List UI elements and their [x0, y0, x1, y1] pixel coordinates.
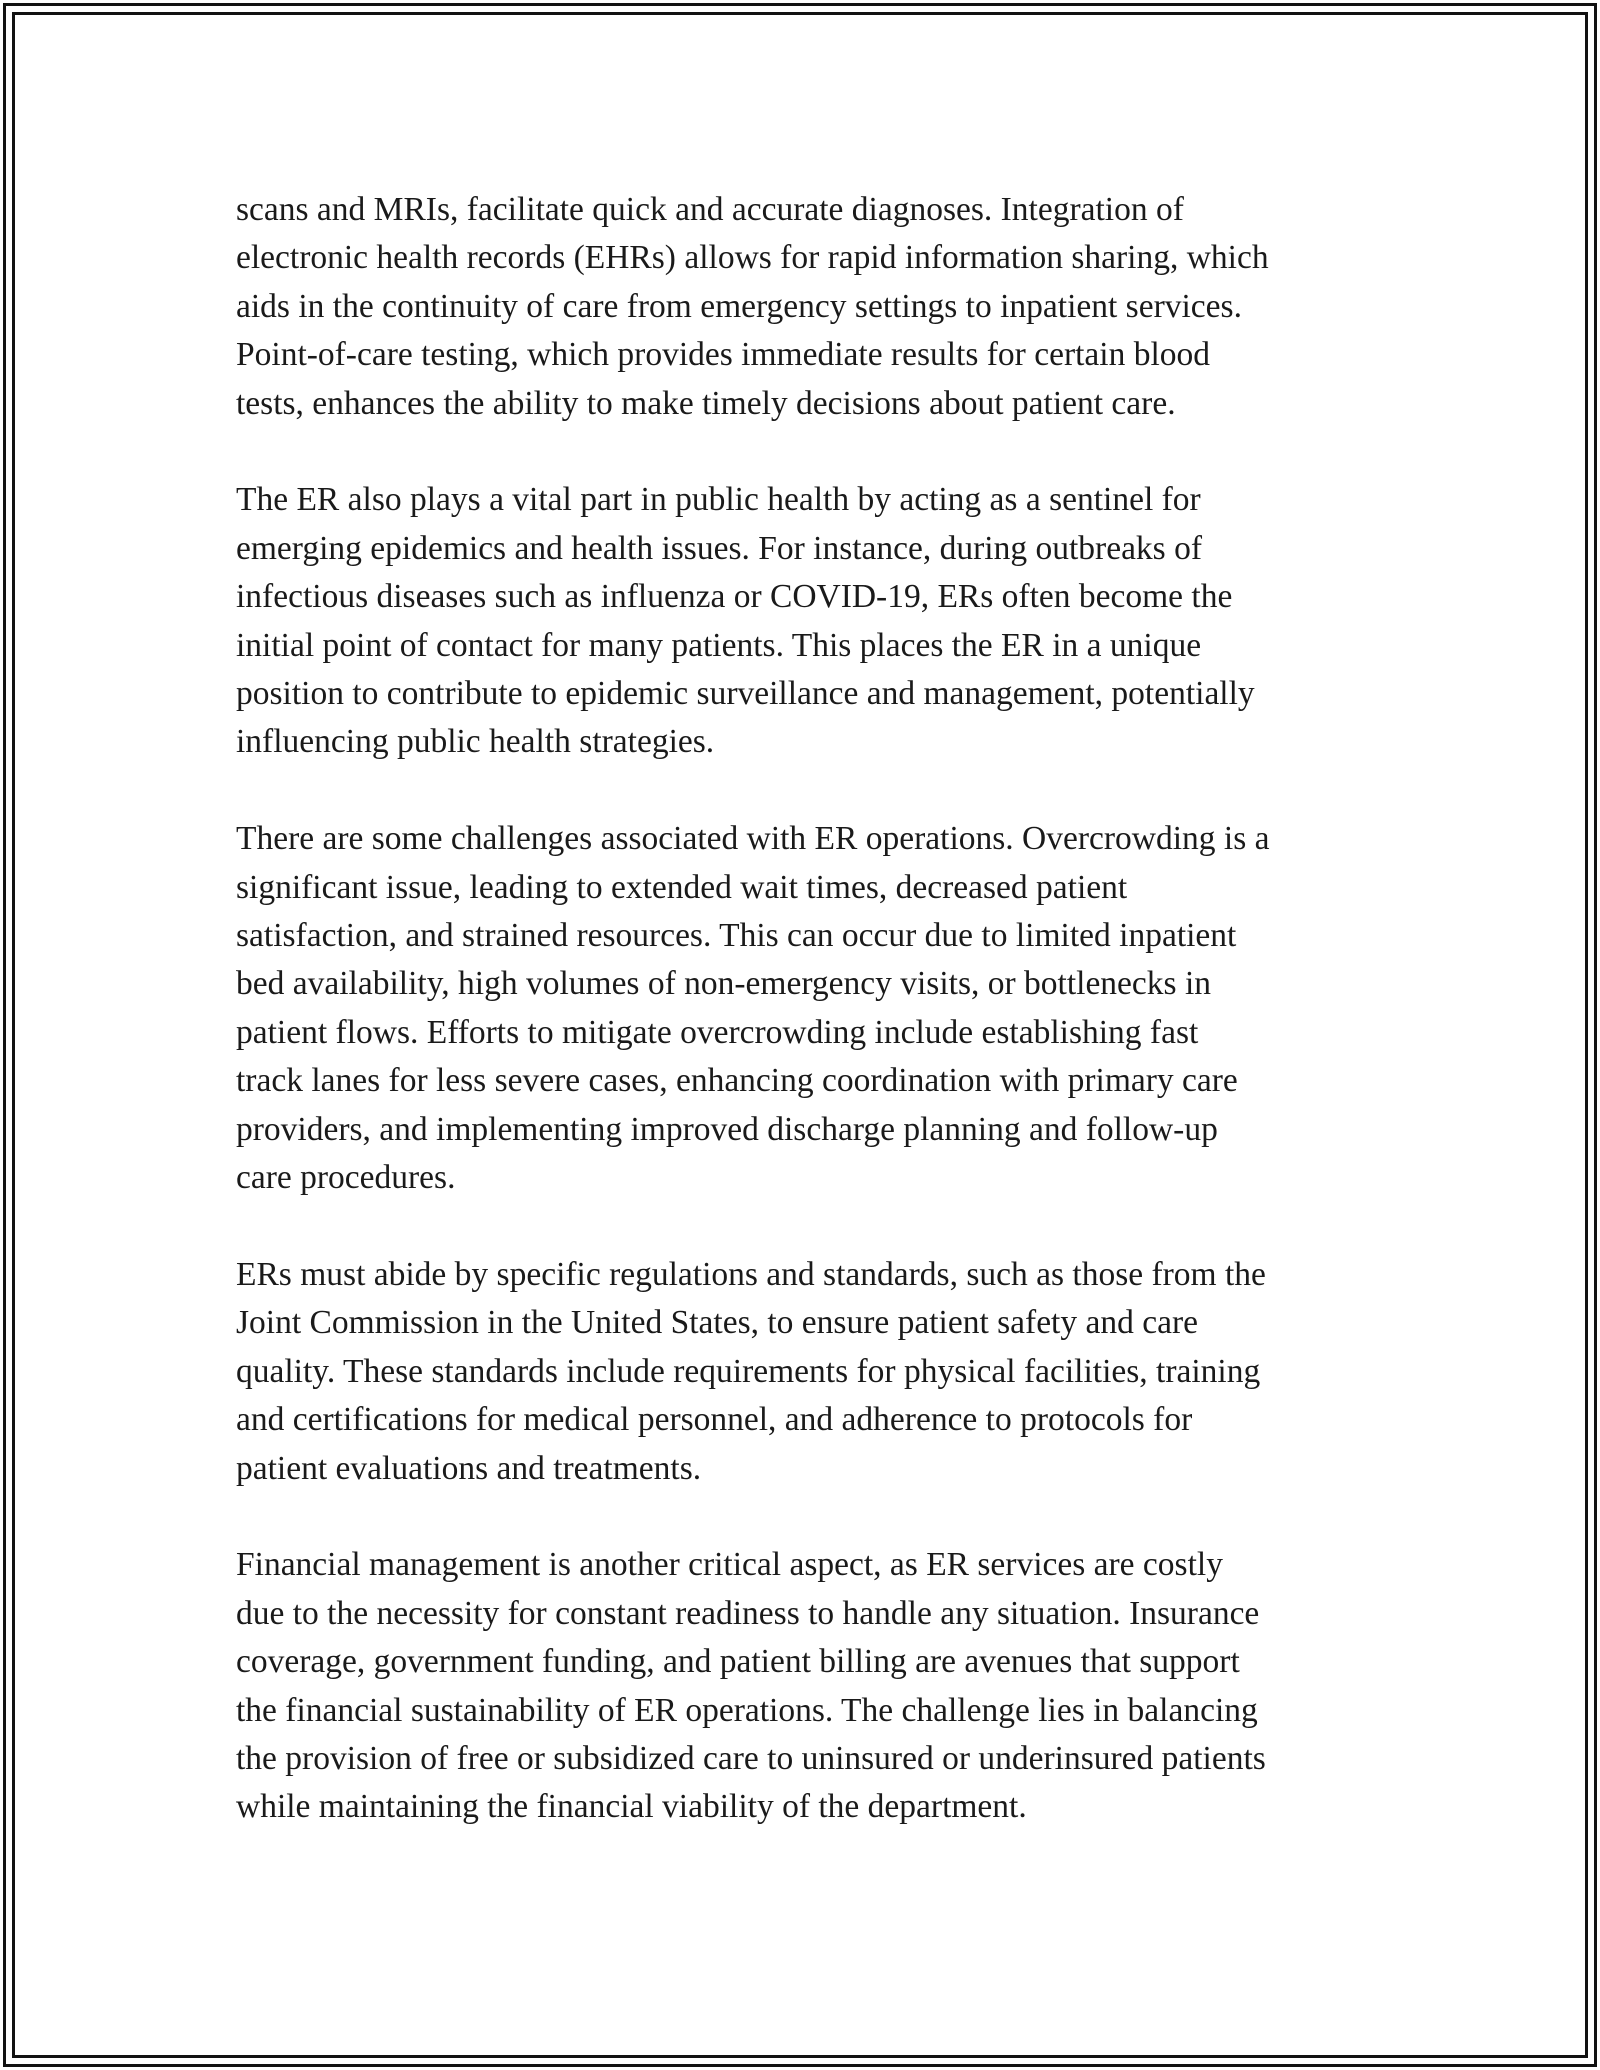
paragraph-financial-management [236, 1541, 1386, 1831]
text-line: tests, enhances the ability to make timely decisions about patient care. [236, 384, 1176, 422]
document-body [236, 186, 1386, 1880]
text-line: providers, and implementing improved discharge planning and follow-up [236, 1110, 1218, 1148]
text-line: care procedures. [236, 1159, 456, 1197]
text-line: Financial management is another critical aspect, as ER services are costly [236, 1546, 1223, 1584]
text-line: quality. These standards include requirements for physical facilities, training [236, 1352, 1261, 1390]
text-line: bed availability, high volumes of non-emergency visits, or bottlenecks in [236, 965, 1212, 1003]
text-line: the provision of free or subsidized care to uninsured or underinsured patients [236, 1739, 1266, 1777]
text-line: due to the necessity for constant readiness to handle any situation. Insurance [236, 1594, 1260, 1632]
text-line: scans and MRIs, facilitate quick and accurate diagnoses. Integration of [236, 191, 1184, 228]
text-line: the financial sustainability of ER operations. The challenge lies in balancing [236, 1691, 1258, 1729]
text-line: satisfaction, and strained resources. This can occur due to limited inpatient [236, 917, 1237, 955]
text-line: Point-of-care testing, which provides immediate results for certain blood [236, 336, 1211, 374]
paragraph-public-health [236, 476, 1386, 766]
text-line: coverage, government funding, and patient billing are avenues that support [236, 1643, 1240, 1681]
text-line: significant issue, leading to extended wait times, decreased patient [236, 868, 1128, 906]
paragraph-imaging-and-ehr [236, 186, 1386, 428]
text-line: influencing public health strategies. [236, 723, 715, 761]
text-line: patient evaluations and treatments. [236, 1449, 702, 1487]
text-line: infectious diseases such as influenza or COVID-19, ERs often become the [236, 578, 1233, 616]
text-line: electronic health records (EHRs) allows for rapid information sharing, which [236, 239, 1269, 277]
text-line: initial point of contact for many patients. This places the ER in a unique [236, 626, 1202, 664]
text-line: Joint Commission in the United States, to ensure patient safety and care [236, 1304, 1198, 1342]
text-line: while maintaining the financial viability of the department. [236, 1788, 1027, 1826]
text-line: The ER also plays a vital part in public health by acting as a sentinel for [236, 481, 1201, 519]
text-line: track lanes for less severe cases, enhancing coordination with primary care [236, 1062, 1238, 1100]
paragraph-overcrowding [236, 815, 1386, 1202]
text-line: emerging epidemics and health issues. For instance, during outbreaks of [236, 529, 1203, 567]
text-line: aids in the continuity of care from emergency settings to inpatient services. [236, 287, 1242, 325]
text-line: ERs must abide by specific regulations and standards, such as those from the [236, 1255, 1266, 1293]
text-line: position to contribute to epidemic surveillance and management, potentially [236, 675, 1255, 713]
text-line: patient flows. Efforts to mitigate overcrowding include establishing fast [236, 1013, 1199, 1051]
text-line: and certifications for medical personnel, and adherence to protocols for [236, 1401, 1193, 1439]
paragraph-regulations [236, 1251, 1386, 1493]
text-line: There are some challenges associated with ER operations. Overcrowding is a [236, 820, 1270, 858]
